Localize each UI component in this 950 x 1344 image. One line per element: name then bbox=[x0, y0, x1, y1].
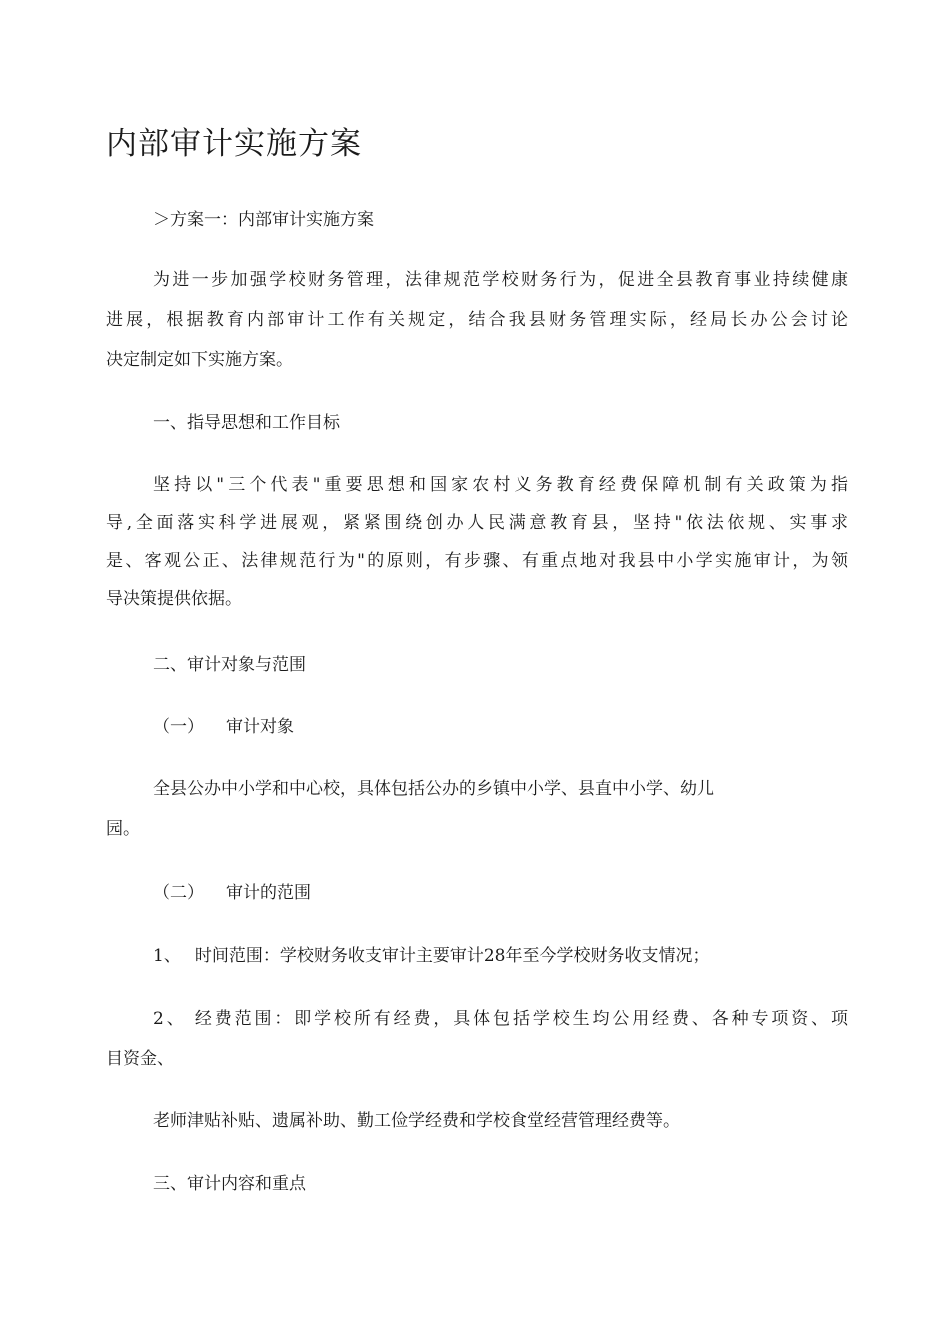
document-title: 内部审计实施方案 bbox=[106, 126, 362, 162]
intro-line-3: 决定制定如下实施方案。 bbox=[106, 350, 293, 370]
section-1-heading: 一、指导思想和工作目标 bbox=[153, 413, 340, 433]
list-item-text: 时间范围：学校财务收支审计主要审计28年至今学校财务收支情况； bbox=[194, 946, 710, 966]
subsection-number: （一） bbox=[153, 717, 204, 737]
subsection-number: （二） bbox=[153, 883, 204, 903]
subsection-label: 审计的范围 bbox=[226, 883, 311, 903]
list-item-text: 经费范围：即学校所有经费，具体包括学校生均公用经费、各种专项资、项 bbox=[194, 1009, 849, 1029]
section-3-heading: 三、审计内容和重点 bbox=[153, 1174, 306, 1194]
list-item-number: 2、 bbox=[153, 1009, 187, 1029]
list-item-3: 老师津贴补贴、遗属补助、勤工俭学经费和学校食堂经营管理经费等。 bbox=[153, 1111, 680, 1131]
section-1-line-3: 是、客观公正、法律规范行为"的原则，有步骤、有重点地对我县中小学实施审计，为领 bbox=[106, 551, 848, 571]
list-item-2-continued: 目资金、 bbox=[106, 1049, 174, 1069]
subsection-scope bbox=[153, 878, 311, 903]
section-1-line-1: 坚持以"三个代表"重要思想和国家农村义务教育经费保障机制有关政策为指 bbox=[153, 475, 848, 495]
list-item-2 bbox=[153, 1004, 848, 1029]
list-item-number: 1、 bbox=[153, 946, 181, 966]
subtitle: ＞方案一：内部审计实施方案 bbox=[153, 210, 374, 230]
intro-line-1: 为进一步加强学校财务管理，法律规范学校财务行为，促进全县教育事业持续健康 bbox=[153, 270, 848, 290]
subsection-objects bbox=[153, 712, 294, 737]
objects-line-2: 园。 bbox=[106, 819, 140, 839]
list-item-1 bbox=[153, 941, 709, 966]
section-1-line-2: 导,全面落实科学进展观，紧紧围绕创办人民满意教育县，坚持"依法依规、实事求 bbox=[106, 513, 848, 533]
intro-line-2: 进展，根据教育内部审计工作有关规定，结合我县财务管理实际，经局长办公会讨论 bbox=[106, 310, 848, 330]
subsection-label: 审计对象 bbox=[226, 717, 294, 737]
section-1-line-4: 导决策提供依据。 bbox=[106, 589, 242, 609]
section-2-heading: 二、审计对象与范围 bbox=[153, 655, 306, 675]
objects-line-1: 全县公办中小学和中心校，具体包括公办的乡镇中小学、县直中小学、幼儿 bbox=[153, 779, 714, 799]
